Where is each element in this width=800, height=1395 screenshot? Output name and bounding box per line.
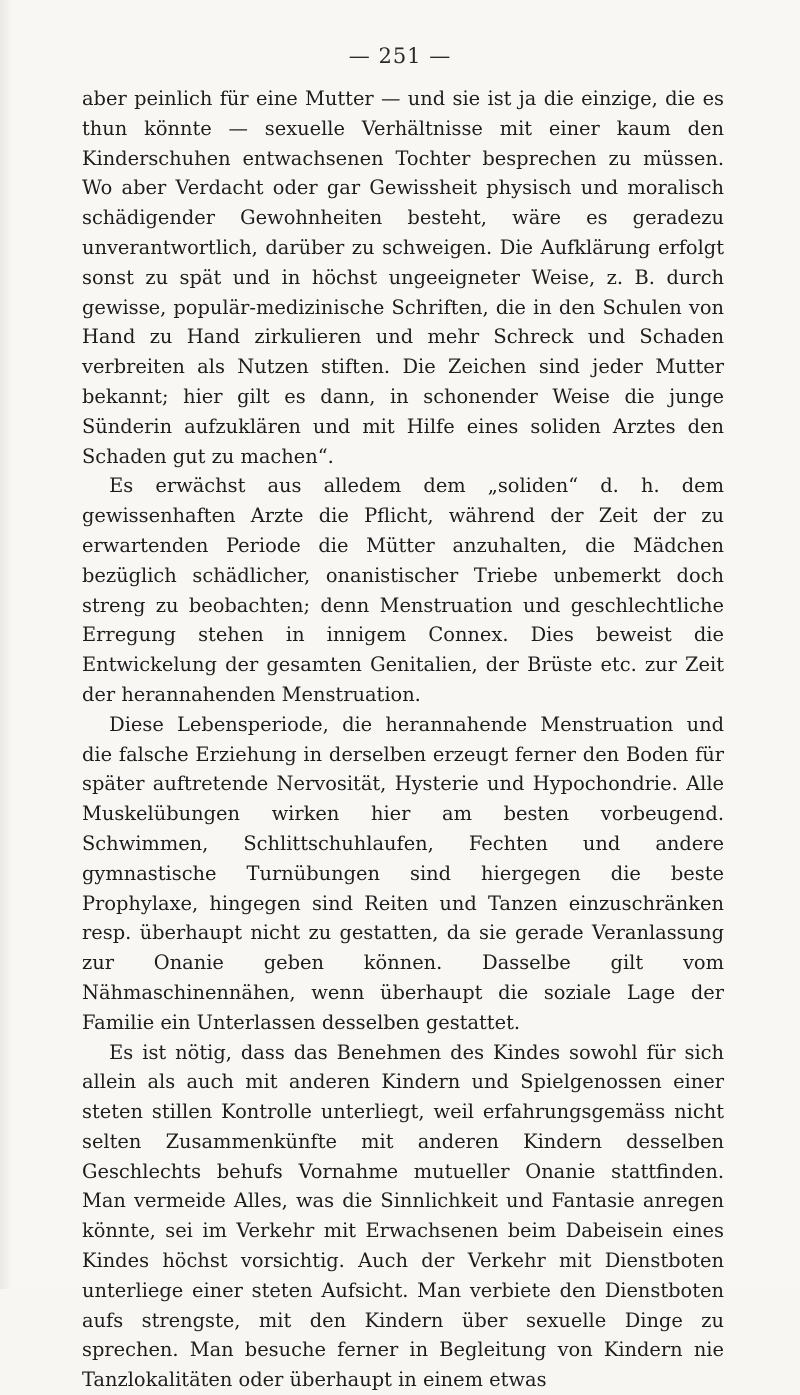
page-edge-shadow — [0, 0, 12, 1289]
paragraph-4: Es ist nötig, dass das Benehmen des Kindes sowohl für sich allein als auch mit anderen Kindern und Spielgenossen einer steten stillen Kontrolle unterliegt, weil erfahrungsgemäss nicht selten Zusammenkünfte mit anderen Kindern desselben Geschlechts behufs Vornahme mutueller Onanie stattfinden. Man vermeide Alles, was die Sinnlichkeit und Fantasie anregen könnte, sei im Verkehr mit Erwachsenen beim Dabeisein eines Kindes höchst vorsichtig. Auch der Verkehr mit Dienstboten unterliege einer steten Aufsicht. Man verbiete den Dienstboten aufs strengste, mit den Kindern über sexuelle Dinge zu sprechen. Man besuche ferner in Begleitung von Kindern nie Tanzlokalitäten oder überhaupt in einem etwas — [82, 1038, 724, 1395]
body-text — [82, 84, 724, 1395]
paragraph-3: Diese Lebensperiode, die herannahende Menstruation und die falsche Erziehung in derselben erzeugt ferner den Boden für später auftretende Nervosität, Hysterie und Hypochondrie. Alle Muskelübungen wirken hier am besten vorbeugend. Schwimmen, Schlittschuhlaufen, Fechten und andere gymnastische Turnübungen sind hiergegen die beste Prophylaxe, hingegen sind Reiten und Tanzen einzuschränken resp. überhaupt nicht zu gestatten, da sie gerade Veranlassung zur Onanie geben können. Dasselbe gilt vom Nähmaschinennähen, wenn überhaupt die soziale Lage der Familie ein Unterlassen desselben gestattet. — [82, 710, 724, 1038]
paragraph-1: aber peinlich für eine Mutter — und sie ist ja die einzige, die es thun könnte — sexuelle Verhältnisse mit einer kaum den Kinderschuhen entwachsenen Tochter besprechen zu müssen. Wo aber Verdacht oder gar Gewissheit physisch und moralisch schädigender Gewohnheiten besteht, wäre es geradezu unverantwortlich, darüber zu schweigen. Die Aufklärung erfolgt sonst zu spät und in höchst ungeeigneter Weise, z. B. durch gewisse, populär-medizinische Schriften, die in den Schulen von Hand zu Hand zirkulieren und mehr Schreck und Schaden verbreiten als Nutzen stiften. Die Zeichen sind jeder Mutter bekannt; hier gilt es dann, in schonender Weise die junge Sünderin aufzuklären und mit Hilfe eines soliden Arztes den Schaden gut zu machen“. — [82, 84, 724, 471]
page-number: — 251 — — [0, 44, 800, 68]
paragraph-2: Es erwächst aus alledem dem „soliden“ d. h. dem gewissenhaften Arzte die Pflicht, während der Zeit der zu erwartenden Periode die Mütter anzuhalten, die Mädchen bezüglich schädlicher, onanistischer Triebe unbemerkt doch streng zu beobachten; denn Menstruation und geschlechtliche Erregung stehen in innigem Connex. Dies beweist die Entwickelung der gesamten Genitalien, der Brüste etc. zur Zeit der herannahenden Menstruation. — [82, 471, 724, 709]
